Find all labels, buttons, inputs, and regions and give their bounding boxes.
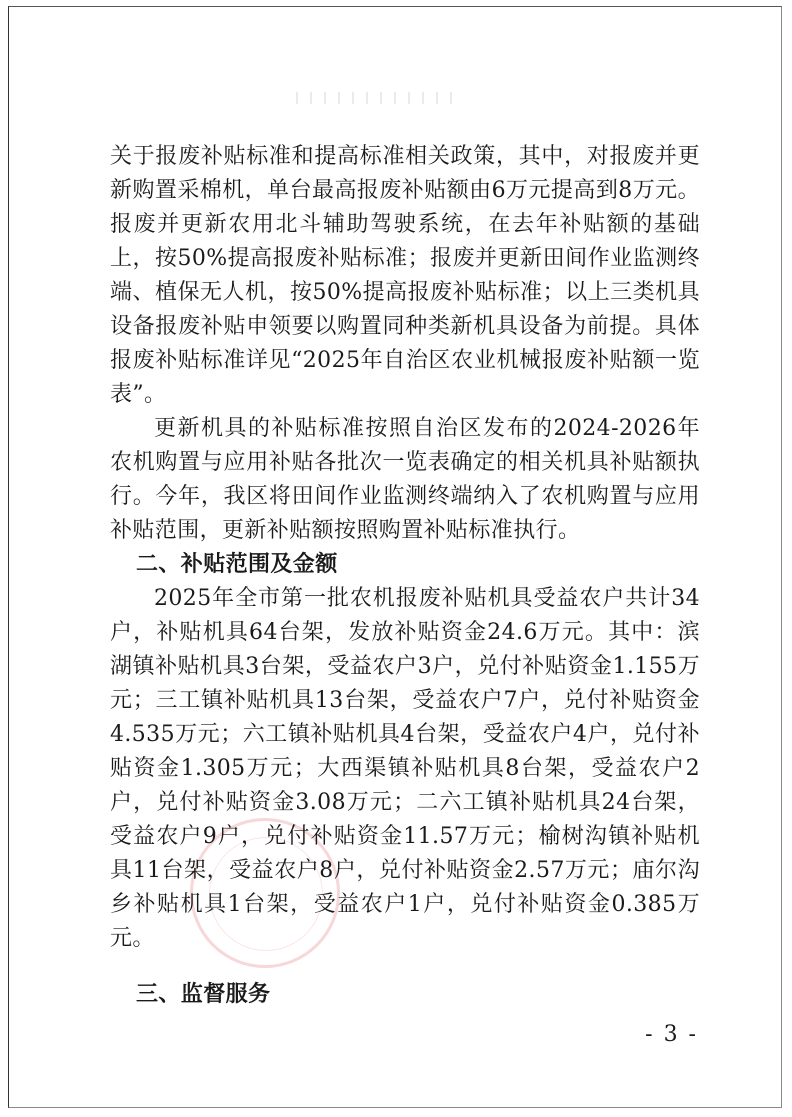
paragraph-subsidy-distribution: 2025年全市第一批农机报废补贴机具受益农户共计34户，补贴机具64台架，发放补贴资金24.6万元。其中：滨湖镇补贴机具3台架，受益农户3户，兑付补贴资金1.155万元；三工镇补贴机具13台架，受益农户7户，兑付补贴资金4.535万元；六工镇补贴机具4台架，受益农户4户，兑付补贴资金1.305万元；大西渠镇补贴机具8台架，受益农户2户，兑付补贴资金3.08万元；二六工镇补贴机具24台架，受益农户9户，兑付补贴资金11.57万元；榆树沟镇补贴机具11台架，受益农户8户，兑付补贴资金2.57万元；庙尔沟乡补贴机具1台架，受益农户1户，兑付补贴资金0.385万元。 [110, 586, 700, 951]
paragraph-renewal-subsidy-standard: 更新机具的补贴标准按照自治区发布的2024-2026年农机购置与应用补贴各批次一览表确定的相关机具补贴额执行。今年，我区将田间作业监测终端纳入了农机购置与应用补贴范围，更新补贴额按照购置补贴标准执行。 [110, 416, 700, 543]
document-body [110, 140, 700, 1012]
section-heading-scope-amount: 二、补贴范围及金额 [136, 552, 338, 577]
paragraph-scrapping-subsidy-policy: 关于报废补贴标准和提高标准相关政策，其中，对报废并更新购置采棉机，单台最高报废补贴额由6万元提高到8万元。报废并更新农用北斗辅助驾驶系统，在去年补贴额的基础上，按50%提高报废补贴标准；报废并更新田间作业监测终端、植保无人机，按50%提高报废补贴标准；以上三类机具设备报废补贴申领要以购置同种类新机具设备为前提。具体报废补贴标准详见“2025年自治区农业机械报废补贴额一览表”。 [110, 144, 700, 407]
scan-noise [290, 92, 460, 104]
section-heading-supervision: 三、监督服务 [136, 982, 271, 1007]
page-number: - 3 - [645, 1022, 698, 1047]
